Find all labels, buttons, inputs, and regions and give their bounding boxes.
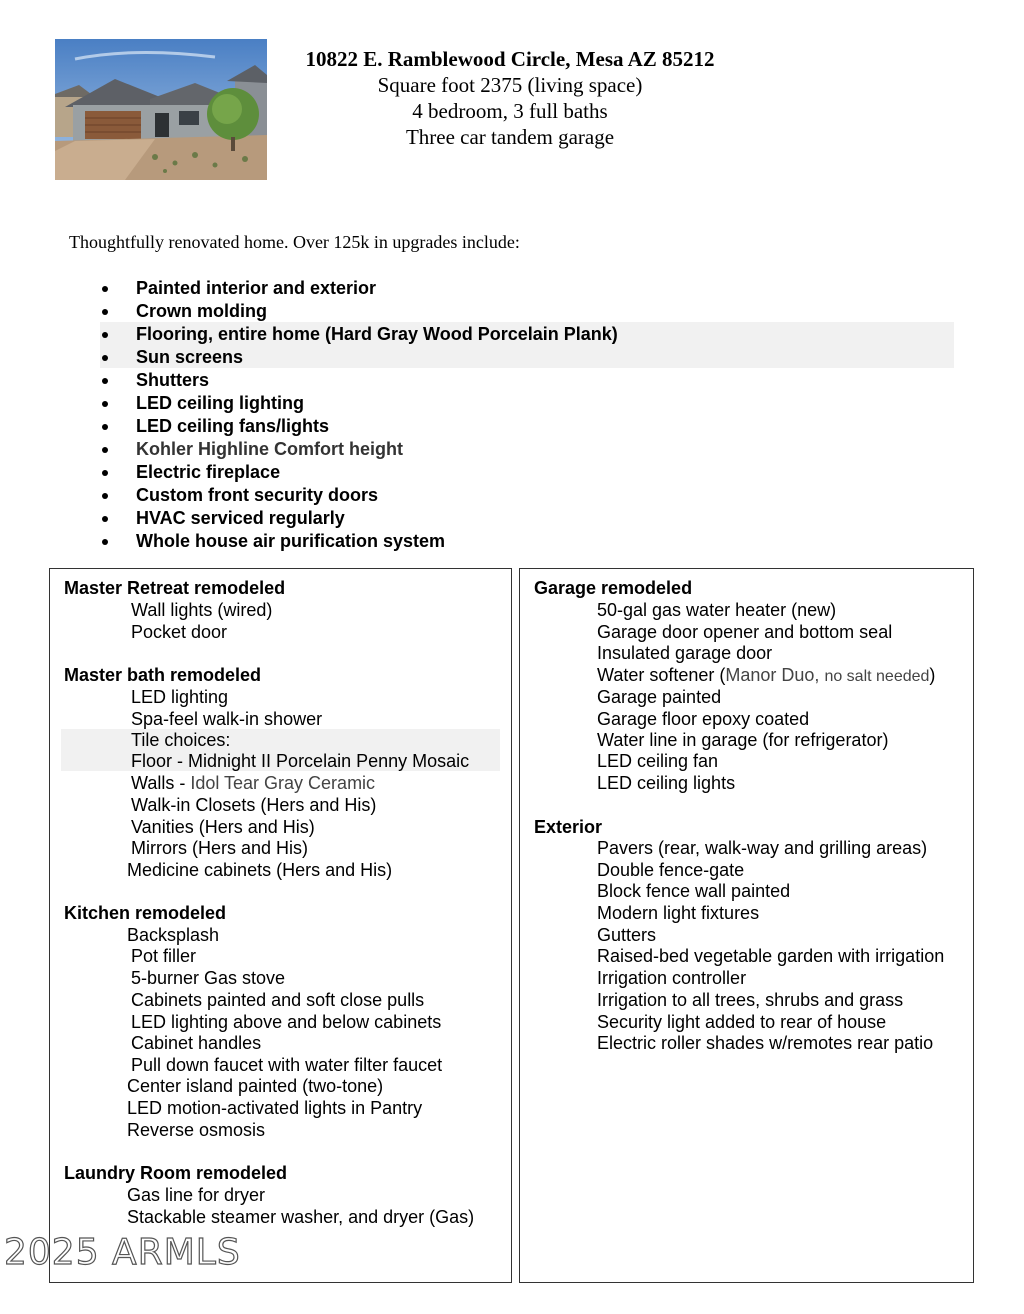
- intro-text: Thoughtfully renovated home. Over 125k in upgrades include:: [69, 232, 520, 252]
- address: 10822 E. Ramblewood Circle, Mesa AZ 85212: [305, 47, 715, 71]
- list-item: Tile choices:: [131, 730, 231, 750]
- list-item: Security light added to rear of house: [597, 1012, 887, 1032]
- bullet-icon: [102, 493, 108, 499]
- list-item: LED lighting above and below cabinets: [131, 1012, 442, 1032]
- house-photo: [55, 39, 267, 180]
- list-item: Modern light fixtures: [597, 903, 760, 923]
- list-item: Shutters: [100, 369, 960, 392]
- list-item: Center island painted (two-tone): [127, 1076, 384, 1096]
- section-title-master-bath: Master bath remodeled: [64, 665, 262, 685]
- list-item: LED ceiling lighting: [100, 392, 960, 415]
- list-item-walls: Walls - Idol Tear Gray Ceramic: [131, 773, 376, 793]
- list-item: Wall lights (wired): [131, 600, 273, 620]
- list-item: Flooring, entire home (Hard Gray Wood Porcelain Plank): [100, 323, 960, 346]
- list-item: Spa-feel walk-in shower: [131, 709, 323, 729]
- bullet-icon: [102, 401, 108, 407]
- list-item: Gutters: [597, 925, 657, 945]
- square-footage: Square foot 2375 (living space): [377, 73, 643, 97]
- list-item: Floor - Midnight II Porcelain Penny Mosaic: [131, 751, 470, 771]
- bullet-icon: [102, 447, 108, 453]
- list-item: Electric roller shades w/remotes rear patio: [597, 1033, 934, 1053]
- list-item: Mirrors (Hers and His): [131, 838, 309, 858]
- list-item: 50-gal gas water heater (new): [597, 600, 837, 620]
- list-item: Irrigation controller: [597, 968, 747, 988]
- list-item: Pocket door: [131, 622, 228, 642]
- list-item: Block fence wall painted: [597, 881, 791, 901]
- list-item: Pull down faucet with water filter faucet: [131, 1055, 443, 1075]
- list-item: Water line in garage (for refrigerator): [597, 730, 889, 750]
- list-item: HVAC serviced regularly: [100, 507, 960, 530]
- list-item: Stackable steamer washer, and dryer (Gas): [127, 1207, 475, 1227]
- list-item: Cabinet handles: [131, 1033, 262, 1053]
- bullet-icon: [102, 309, 108, 315]
- list-item: Sun screens: [100, 346, 960, 369]
- list-item: Kohler Highline Comfort height: [100, 438, 960, 461]
- list-item: Pavers (rear, walk-way and grilling areas): [597, 838, 928, 858]
- list-item: Gas line for dryer: [127, 1185, 266, 1205]
- list-item: LED motion-activated lights in Pantry: [127, 1098, 423, 1118]
- bullet-icon: [102, 286, 108, 292]
- bullet-icon: [102, 378, 108, 384]
- bed-bath: 4 bedroom, 3 full baths: [412, 99, 608, 123]
- list-item: 5-burner Gas stove: [131, 968, 286, 988]
- list-item: Vanities (Hers and His): [131, 817, 315, 837]
- bullet-icon: [102, 424, 108, 430]
- list-item: Garage floor epoxy coated: [597, 709, 810, 729]
- list-item: Garage door opener and bottom seal: [597, 622, 893, 642]
- left-remodel-box: [49, 568, 512, 1283]
- section-title-garage: Garage remodeled: [534, 578, 693, 598]
- section-title-kitchen: Kitchen remodeled: [64, 903, 227, 923]
- bullet-icon: [102, 332, 108, 338]
- bullet-icon: [102, 470, 108, 476]
- list-item: Electric fireplace: [100, 461, 960, 484]
- list-item: LED ceiling fans/lights: [100, 415, 960, 438]
- list-item: Painted interior and exterior: [100, 277, 960, 300]
- list-item: Garage painted: [597, 687, 722, 707]
- list-item: Whole house air purification system: [100, 530, 960, 553]
- list-item: Walk-in Closets (Hers and His): [131, 795, 377, 815]
- garage-info: Three car tandem garage: [405, 125, 615, 149]
- list-item: Cabinets painted and soft close pulls: [131, 990, 425, 1010]
- listing-header: [270, 46, 750, 150]
- bullet-icon: [102, 539, 108, 545]
- bullet-icon: [102, 516, 108, 522]
- list-item: Medicine cabinets (Hers and His): [127, 860, 393, 880]
- list-item: LED ceiling lights: [597, 773, 736, 793]
- list-item: Reverse osmosis: [127, 1120, 266, 1140]
- section-title-master-retreat: Master Retreat remodeled: [64, 578, 286, 598]
- section-title-laundry: Laundry Room remodeled: [64, 1163, 288, 1183]
- list-item: Custom front security doors: [100, 484, 960, 507]
- bullet-icon: [102, 355, 108, 361]
- section-title-exterior: Exterior: [534, 817, 603, 837]
- list-item: Irrigation to all trees, shrubs and grass: [597, 990, 904, 1010]
- list-item: Insulated garage door: [597, 643, 773, 663]
- watermark: 2025 ARMLS: [4, 1232, 241, 1273]
- list-item: LED lighting: [131, 687, 229, 707]
- list-item: Pot filler: [131, 946, 197, 966]
- upgrade-list: [100, 277, 960, 553]
- list-item: LED ceiling fan: [597, 751, 719, 771]
- list-item: Raised-bed vegetable garden with irrigation: [597, 946, 945, 966]
- right-remodel-box: [519, 568, 974, 1283]
- list-item-water-softener: Water softener (Manor Duo, no salt needed): [597, 665, 936, 685]
- list-item: Double fence-gate: [597, 860, 745, 880]
- list-item: Backsplash: [127, 925, 220, 945]
- list-item: Crown molding: [100, 300, 960, 323]
